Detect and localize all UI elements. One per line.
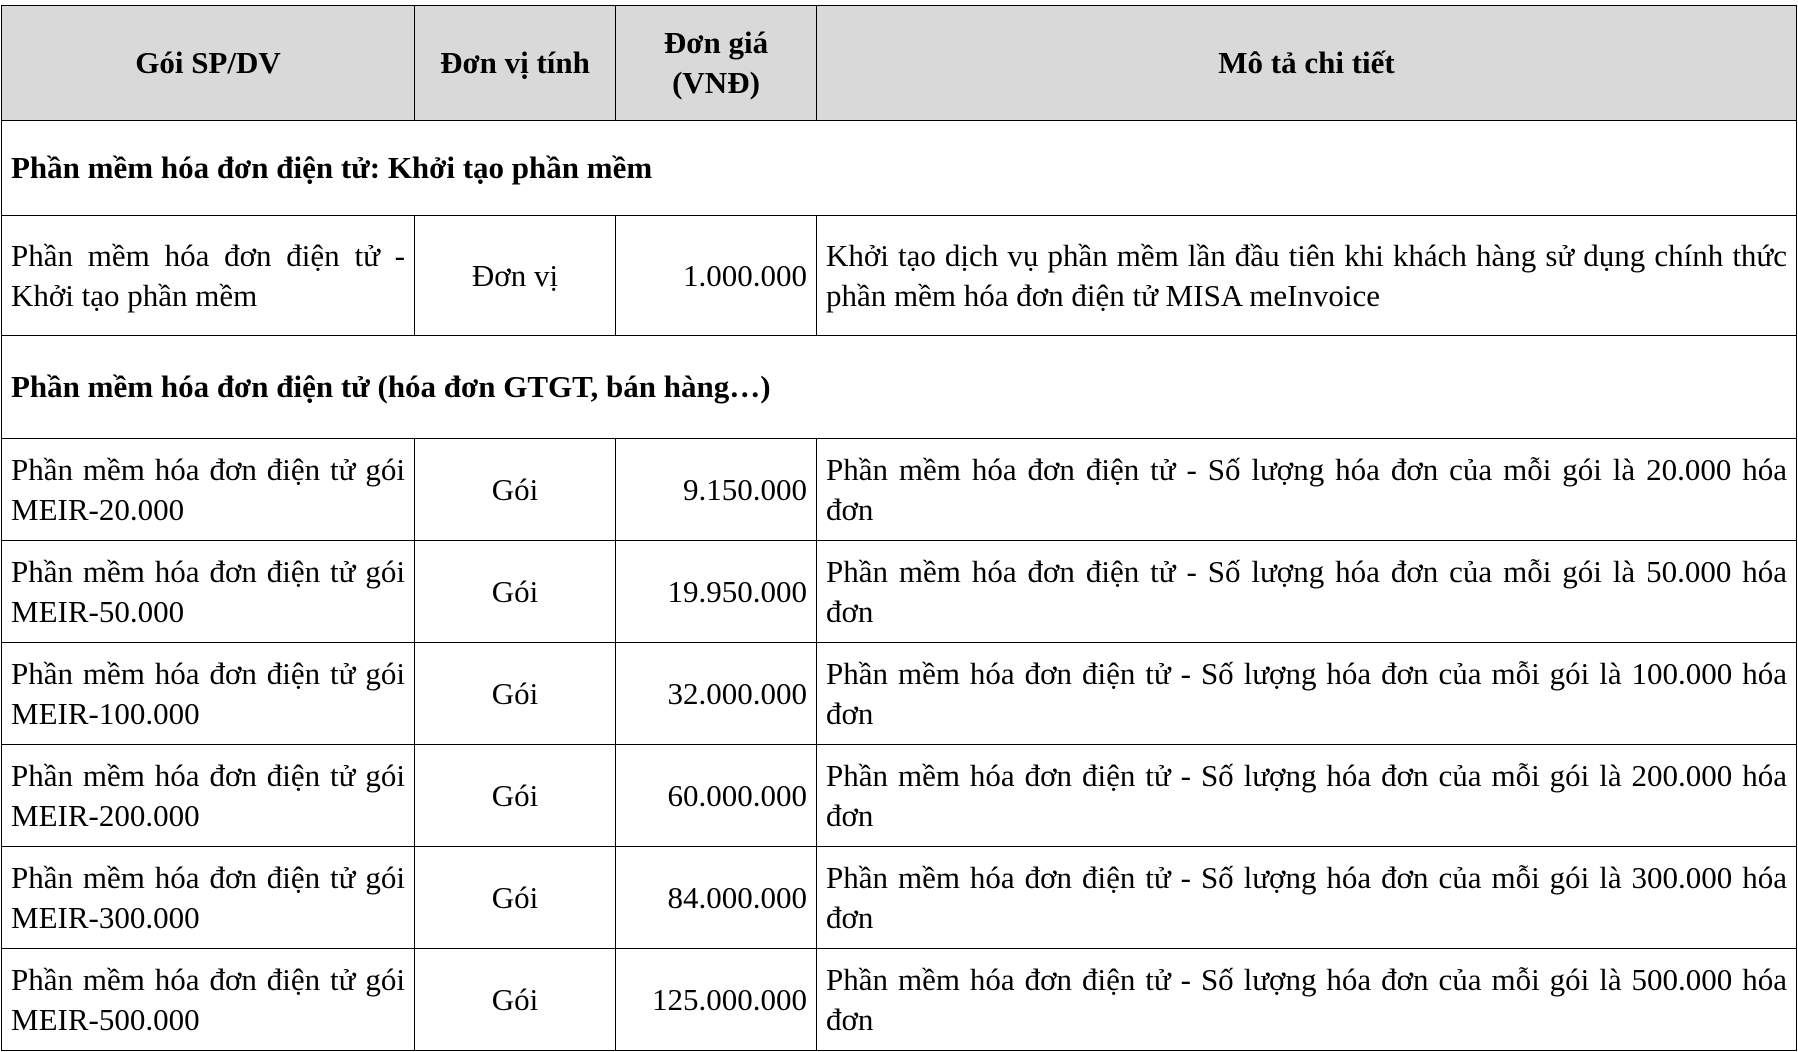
cell-unit: Gói (415, 847, 616, 949)
cell-price: 125.000.000 (616, 949, 817, 1051)
cell-description: Khởi tạo dịch vụ phần mềm lần đầu tiên khi khách hàng sử dụng chính thức phần mềm hóa đơn điện tử MISA meInvoice (817, 216, 1797, 336)
cell-description: Phần mềm hóa đơn điện tử - Số lượng hóa đơn của mỗi gói là 300.000 hóa đơn (817, 847, 1797, 949)
cell-package-name: Phần mềm hóa đơn điện tử gói MEIR-300.000 (2, 847, 415, 949)
cell-unit: Gói (415, 541, 616, 643)
table-row (2, 745, 1797, 847)
header-package: Gói SP/DV (2, 6, 415, 121)
header-description: Mô tả chi tiết (817, 6, 1797, 121)
table-header-row (2, 6, 1797, 121)
cell-package-name: Phần mềm hóa đơn điện tử gói MEIR-100.000 (2, 643, 415, 745)
section-row-setup (2, 121, 1797, 216)
cell-package-name: Phần mềm hóa đơn điện tử - Khởi tạo phần mềm (2, 216, 415, 336)
cell-unit: Gói (415, 439, 616, 541)
cell-price: 32.000.000 (616, 643, 817, 745)
cell-unit: Gói (415, 745, 616, 847)
section-title: Phần mềm hóa đơn điện tử (hóa đơn GTGT, bán hàng…) (2, 336, 1797, 439)
price-table (1, 5, 1797, 1051)
cell-package-name: Phần mềm hóa đơn điện tử gói MEIR-20.000 (2, 439, 415, 541)
cell-description: Phần mềm hóa đơn điện tử - Số lượng hóa đơn của mỗi gói là 50.000 hóa đơn (817, 541, 1797, 643)
table-row (2, 643, 1797, 745)
cell-unit: Đơn vị (415, 216, 616, 336)
table-row (2, 216, 1797, 336)
cell-description: Phần mềm hóa đơn điện tử - Số lượng hóa đơn của mỗi gói là 500.000 hóa đơn (817, 949, 1797, 1051)
section-row-packages (2, 336, 1797, 439)
section-title: Phần mềm hóa đơn điện tử: Khởi tạo phần mềm (2, 121, 1797, 216)
cell-price: 84.000.000 (616, 847, 817, 949)
cell-description: Phần mềm hóa đơn điện tử - Số lượng hóa đơn của mỗi gói là 100.000 hóa đơn (817, 643, 1797, 745)
cell-package-name: Phần mềm hóa đơn điện tử gói MEIR-200.000 (2, 745, 415, 847)
cell-price: 60.000.000 (616, 745, 817, 847)
cell-unit: Gói (415, 949, 616, 1051)
table-row (2, 439, 1797, 541)
table-row (2, 541, 1797, 643)
cell-unit: Gói (415, 643, 616, 745)
cell-price: 19.950.000 (616, 541, 817, 643)
header-price: Đơn giá (VNĐ) (616, 6, 817, 121)
cell-description: Phần mềm hóa đơn điện tử - Số lượng hóa đơn của mỗi gói là 20.000 hóa đơn (817, 439, 1797, 541)
cell-package-name: Phần mềm hóa đơn điện tử gói MEIR-50.000 (2, 541, 415, 643)
table-row (2, 847, 1797, 949)
table-row (2, 949, 1797, 1051)
cell-package-name: Phần mềm hóa đơn điện tử gói MEIR-500.000 (2, 949, 415, 1051)
cell-price: 1.000.000 (616, 216, 817, 336)
header-unit: Đơn vị tính (415, 6, 616, 121)
cell-description: Phần mềm hóa đơn điện tử - Số lượng hóa đơn của mỗi gói là 200.000 hóa đơn (817, 745, 1797, 847)
cell-price: 9.150.000 (616, 439, 817, 541)
